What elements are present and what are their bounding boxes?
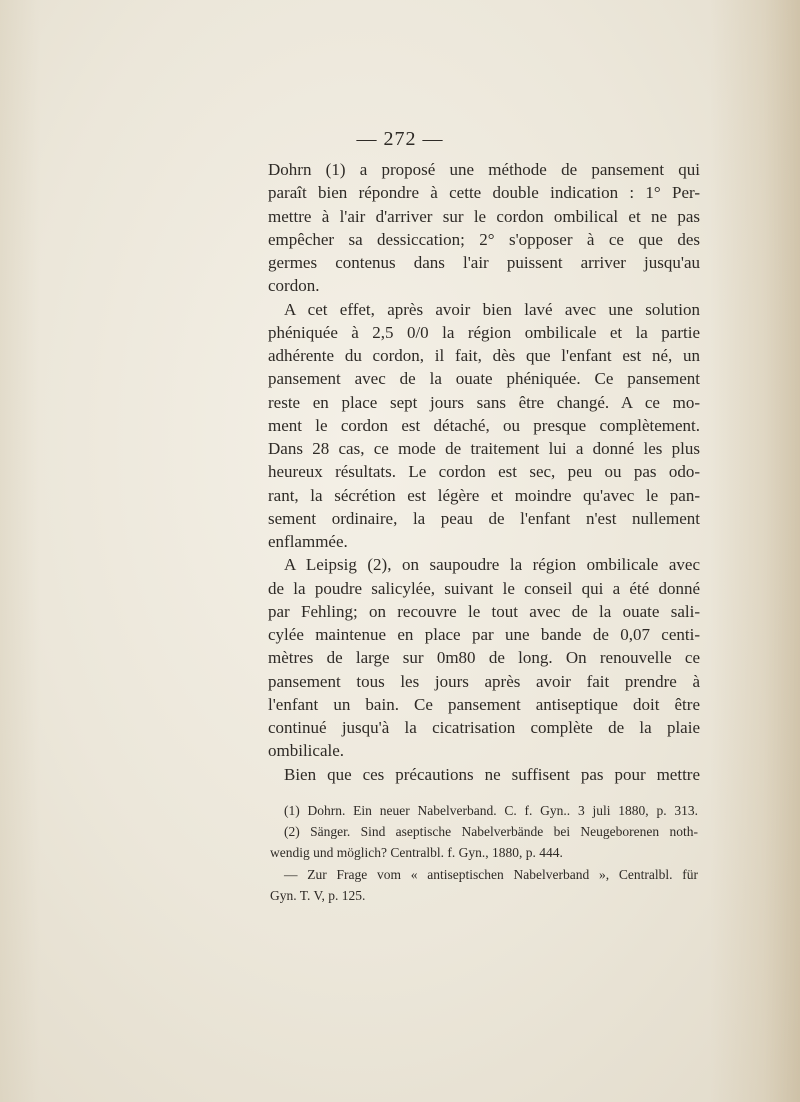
body-line: Dohrn (1) a proposé une méthode de pansement qui <box>268 160 700 179</box>
body-line: empêcher sa dessiccation; 2° s'opposer à ce que des <box>268 229 700 249</box>
body-line: mettre à l'air d'arriver sur le cordon ombilical et ne pas <box>268 206 700 226</box>
page-edge-right <box>710 0 800 1102</box>
footnote-line: — Zur Frage vom « antiseptischen Nabelverband », Centralbl. für <box>284 866 698 882</box>
body-line: A cet effet, après avoir bien lavé avec une solution <box>284 299 700 319</box>
footnote-line: (1) Dohrn. Ein neuer Nabelverband. C. f. Gyn.. 3 juli 1880, p. 313. <box>284 803 698 818</box>
body-line: ment le cordon est détaché, ou presque complètement. <box>268 415 700 435</box>
body-line: pansement tous les jours après avoir fait prendre à <box>268 671 700 691</box>
body-line: paraît bien répondre à cette double indication : 1° Per- <box>268 183 700 203</box>
footnote-line: wendig und möglich? Centralbl. f. Gyn., 1880, p. 444. <box>270 845 563 861</box>
body-line: sement ordinaire, la peau de l'enfant n'est nullement <box>268 508 700 528</box>
body-line: phéniquée à 2,5 0/0 la région ombilicale et la partie <box>268 322 700 342</box>
body-line: A Leipsig (2), on saupoudre la région ombilicale avec <box>284 555 700 575</box>
body-line: de la poudre salicylée, suivant le conseil qui a été donné <box>268 578 700 598</box>
body-line: enflammée. <box>268 532 348 551</box>
page-number: — 272 — <box>356 128 444 150</box>
body-line: rant, la sécrétion est légère et moindre qu'avec le pan- <box>268 485 700 505</box>
body-line: heureux résultats. Le cordon est sec, peu ou pas odo- <box>268 462 700 482</box>
body-line: cylée maintenue en place par une bande de 0,07 centi- <box>268 625 700 644</box>
body-line: germes contenus dans l'air puissent arriver jusqu'au <box>268 253 700 272</box>
body-line: reste en place sept jours sans être changé. A ce mo- <box>268 392 700 412</box>
footnotes <box>270 800 698 906</box>
body-line: pansement avec de la ouate phéniquée. Ce pansement <box>268 369 700 389</box>
body-line: Bien que ces précautions ne suffisent pas pour mettre <box>284 764 700 784</box>
body-line: l'enfant un bain. Ce pansement antiseptique doit être <box>268 694 700 714</box>
body-line: mètres de large sur 0m80 de long. On renouvelle ce <box>268 648 700 668</box>
body-line: ombilicale. <box>268 741 345 761</box>
body-line: continué jusqu'à la cicatrisation complète de la plaie <box>268 718 700 737</box>
body-line: cordon. <box>268 276 320 296</box>
body-line: adhérente du cordon, il fait, dès que l'enfant est né, un <box>268 346 700 365</box>
footnote-line: Gyn. T. V, p. 125. <box>270 887 366 903</box>
body-line: par Fehling; on recouvre le tout avec de la ouate sali- <box>268 601 700 621</box>
body-text <box>268 158 700 786</box>
body-line: Dans 28 cas, ce mode de traitement lui a donné les plus <box>268 439 700 458</box>
footnote-line: (2) Sänger. Sind aseptische Nabelverbände bei Neugeborenen noth- <box>284 824 698 840</box>
page-edge-left <box>0 0 40 1102</box>
